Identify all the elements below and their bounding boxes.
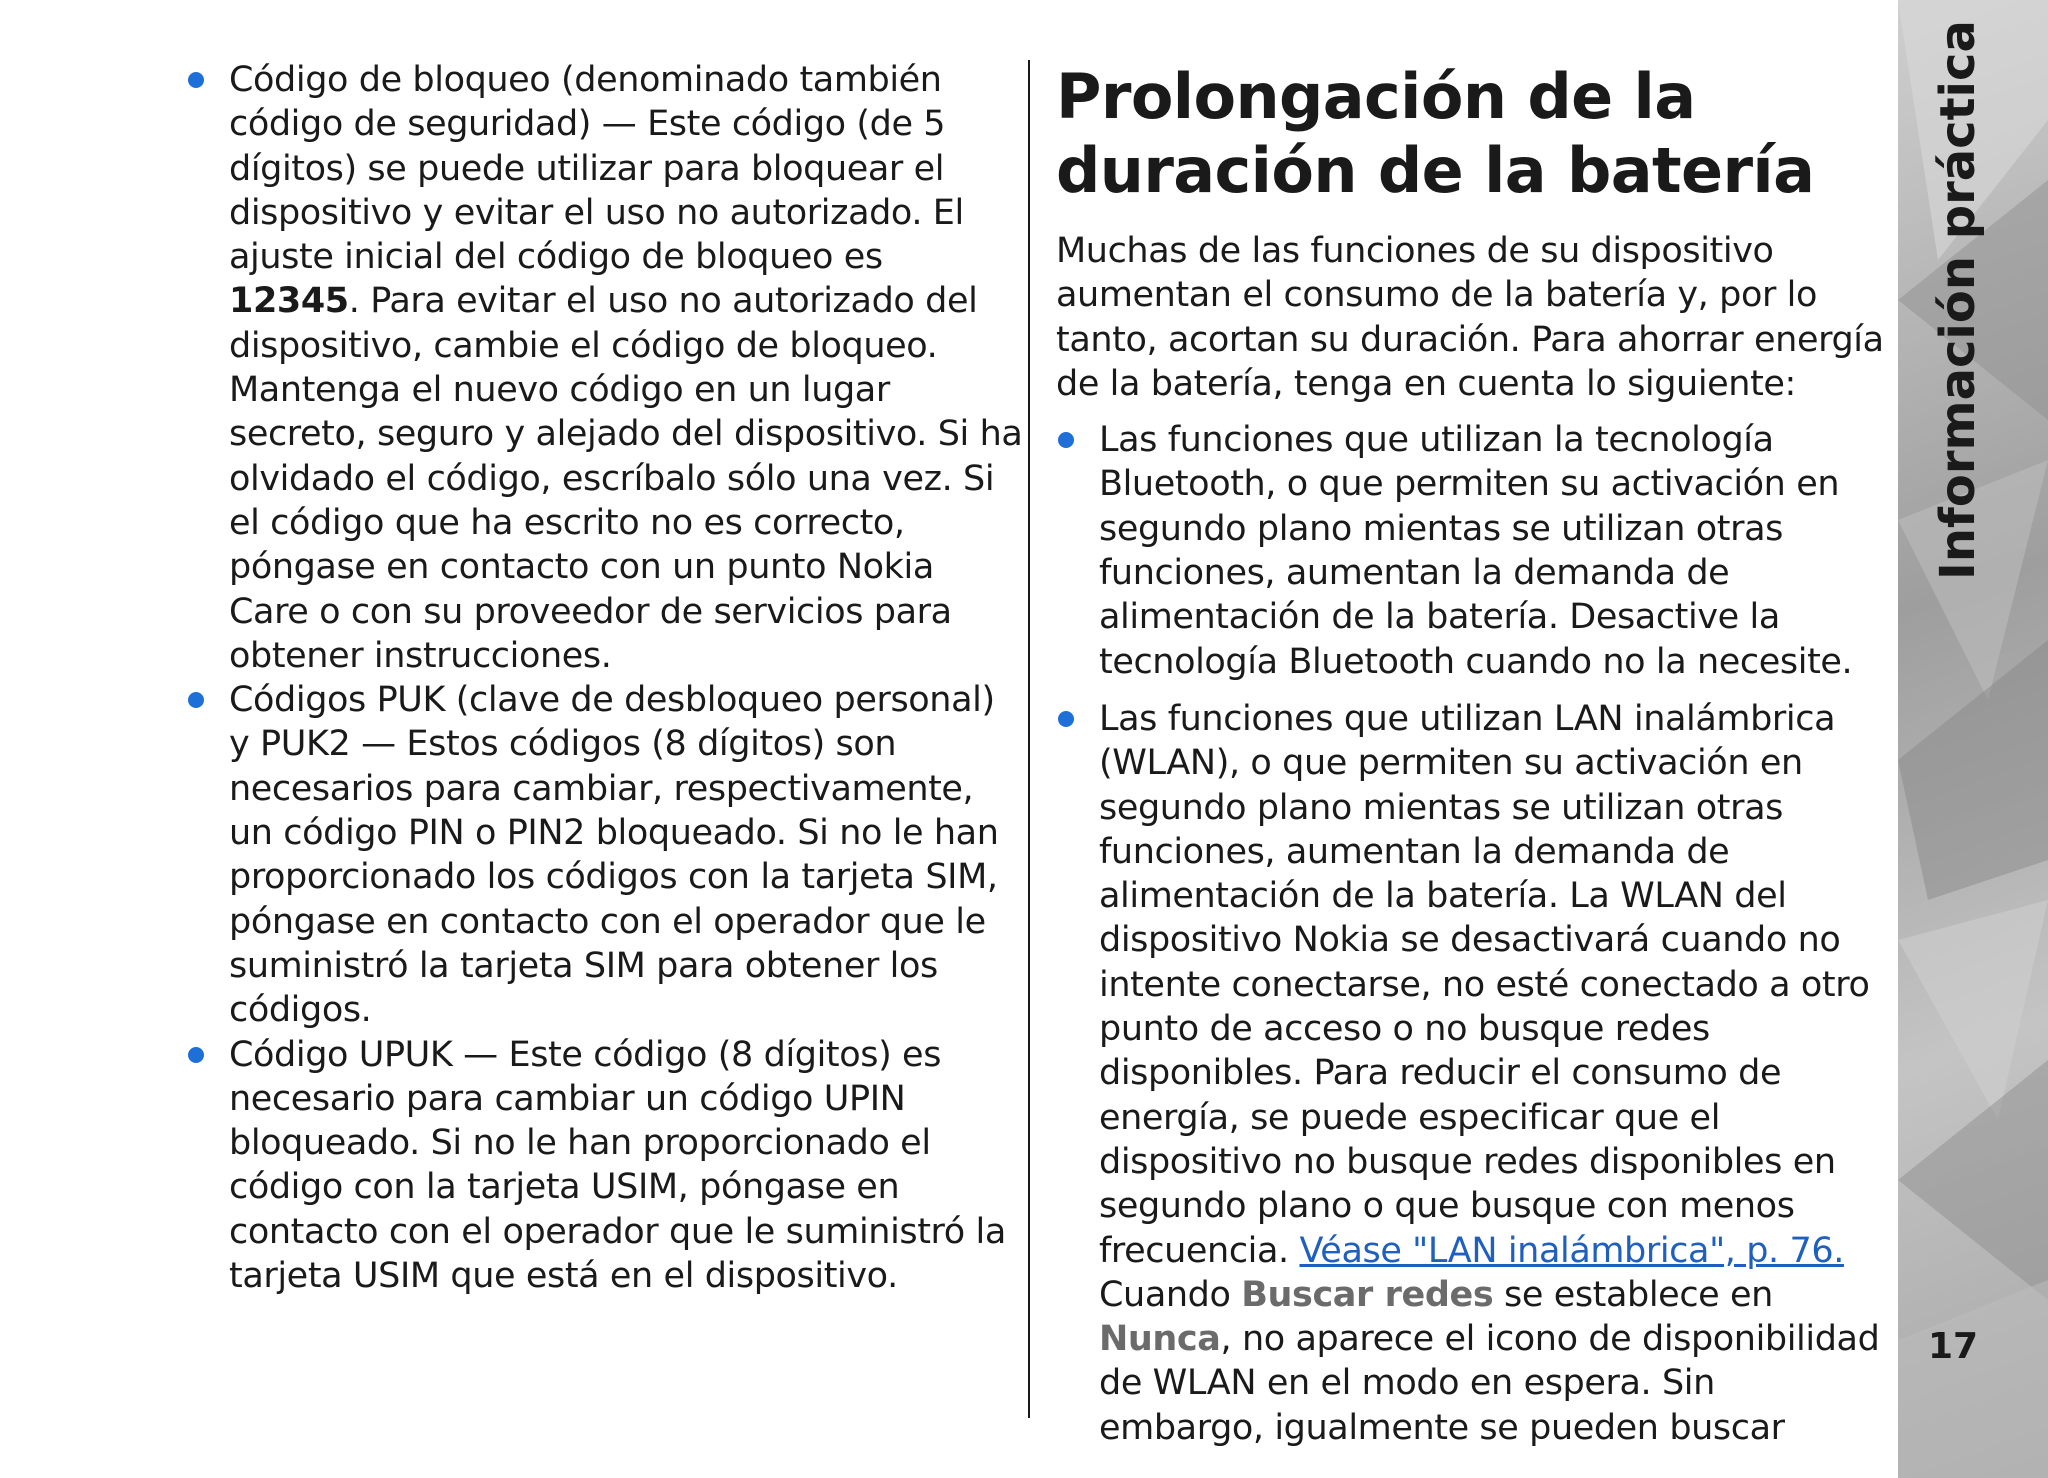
bullet-icon	[188, 692, 204, 708]
text-run: . Para evitar el uso no autorizado del dispositivo, cambie el código de bloqueo. Mantenga el nuevo código en un lugar secreto, seguro y alejado del dispositivo. Si ha olvidado el código, escríbalo sólo una vez. Si el código que ha escrito no es correcto, póngase en contacto con un punto Nokia Care o con su proveedor de servicios para obtener instrucciones.	[229, 281, 1023, 676]
left-column	[178, 58, 1023, 1298]
column-divider	[1028, 60, 1030, 1418]
section-tab-title: Información práctica	[1930, 20, 1986, 580]
bullet-icon	[1058, 711, 1074, 727]
ui-term: Nunca	[1099, 1319, 1221, 1360]
text-run: Las funciones que utilizan la tecnología Bluetooth, o que permiten su activación en segundo plano mientas se utilizan otras funciones, aumentan la demanda de alimentación de la batería. Desactive la tecnología Bluetooth cuando no la necesite.	[1099, 420, 1853, 682]
list-item	[1056, 418, 1886, 684]
intro-paragraph: Muchas de las funciones de su dispositivo aumentan el consumo de la batería y, por lo tanto, acortan su duración. Para ahorrar energía de la batería, tenga en cuenta lo siguiente:	[1056, 231, 1884, 404]
list-item	[178, 678, 1023, 1032]
page-number: 17	[1928, 1326, 1979, 1367]
text-run: Código de bloqueo (denominado también código de seguridad) — Este código (de 5 dígitos) se puede utilizar para bloquear el dispositivo y evitar el uso no autorizado. El ajuste inicial del código de bloqueo es	[229, 60, 964, 278]
right-bullet-list	[1056, 418, 1886, 1450]
text-run: Cuando	[1099, 1274, 1242, 1315]
section-tab	[1928, 20, 1988, 580]
cross-reference-link[interactable]: Véase "LAN inalámbrica", p. 76.	[1299, 1230, 1844, 1271]
bullet-icon	[188, 1047, 204, 1063]
bullet-icon	[1058, 432, 1074, 448]
list-item	[178, 58, 1023, 678]
left-bullet-list	[178, 58, 1023, 1298]
bullet-icon	[188, 72, 204, 88]
text-run: , no aparece el icono de disponibilidad de WLAN en el modo en espera. Sin embargo, igualmente se pueden buscar	[1099, 1319, 1880, 1448]
ui-term: Buscar redes	[1241, 1274, 1494, 1315]
bold-value: 12345	[229, 281, 349, 322]
list-item	[1056, 697, 1886, 1450]
text-run: Códigos PUK (clave de desbloqueo personal) y PUK2 — Estos códigos (8 dígitos) son necesarios para cambiar, respectivamente, un código PIN o PIN2 bloqueado. Si no le han proporcionado los códigos con la tarjeta SIM, póngase en contacto con el operador que le suministró la tarjeta SIM para obtener los códigos.	[229, 680, 999, 1031]
text-run: Las funciones que utilizan LAN inalámbrica (WLAN), o que permiten su activación en segundo plano mientas se utilizan otras funciones, aumentan la demanda de alimentación de la batería. La WLAN del dispositivo Nokia se desactivará cuando no intente conectarse, no esté conectado a otro punto de acceso o no busque redes disponibles. Para reducir el consumo de energía, se puede especificar que el dispositivo no busque redes disponibles en segundo plano o que busque con menos frecuencia.	[1099, 698, 1870, 1271]
right-column	[1056, 58, 1886, 1450]
section-heading: Prolongación de la duración de la batería	[1056, 60, 1815, 207]
text-run: se establece en	[1493, 1274, 1773, 1315]
list-item	[178, 1033, 1023, 1299]
text-run: Código UPUK — Este código (8 dígitos) es necesario para cambiar un código UPIN bloqueado. Si no le han proporcionado el código con la tarjeta USIM, póngase en contacto con el operador que le suministró la tarjeta USIM que está en el dispositivo.	[229, 1034, 1006, 1297]
